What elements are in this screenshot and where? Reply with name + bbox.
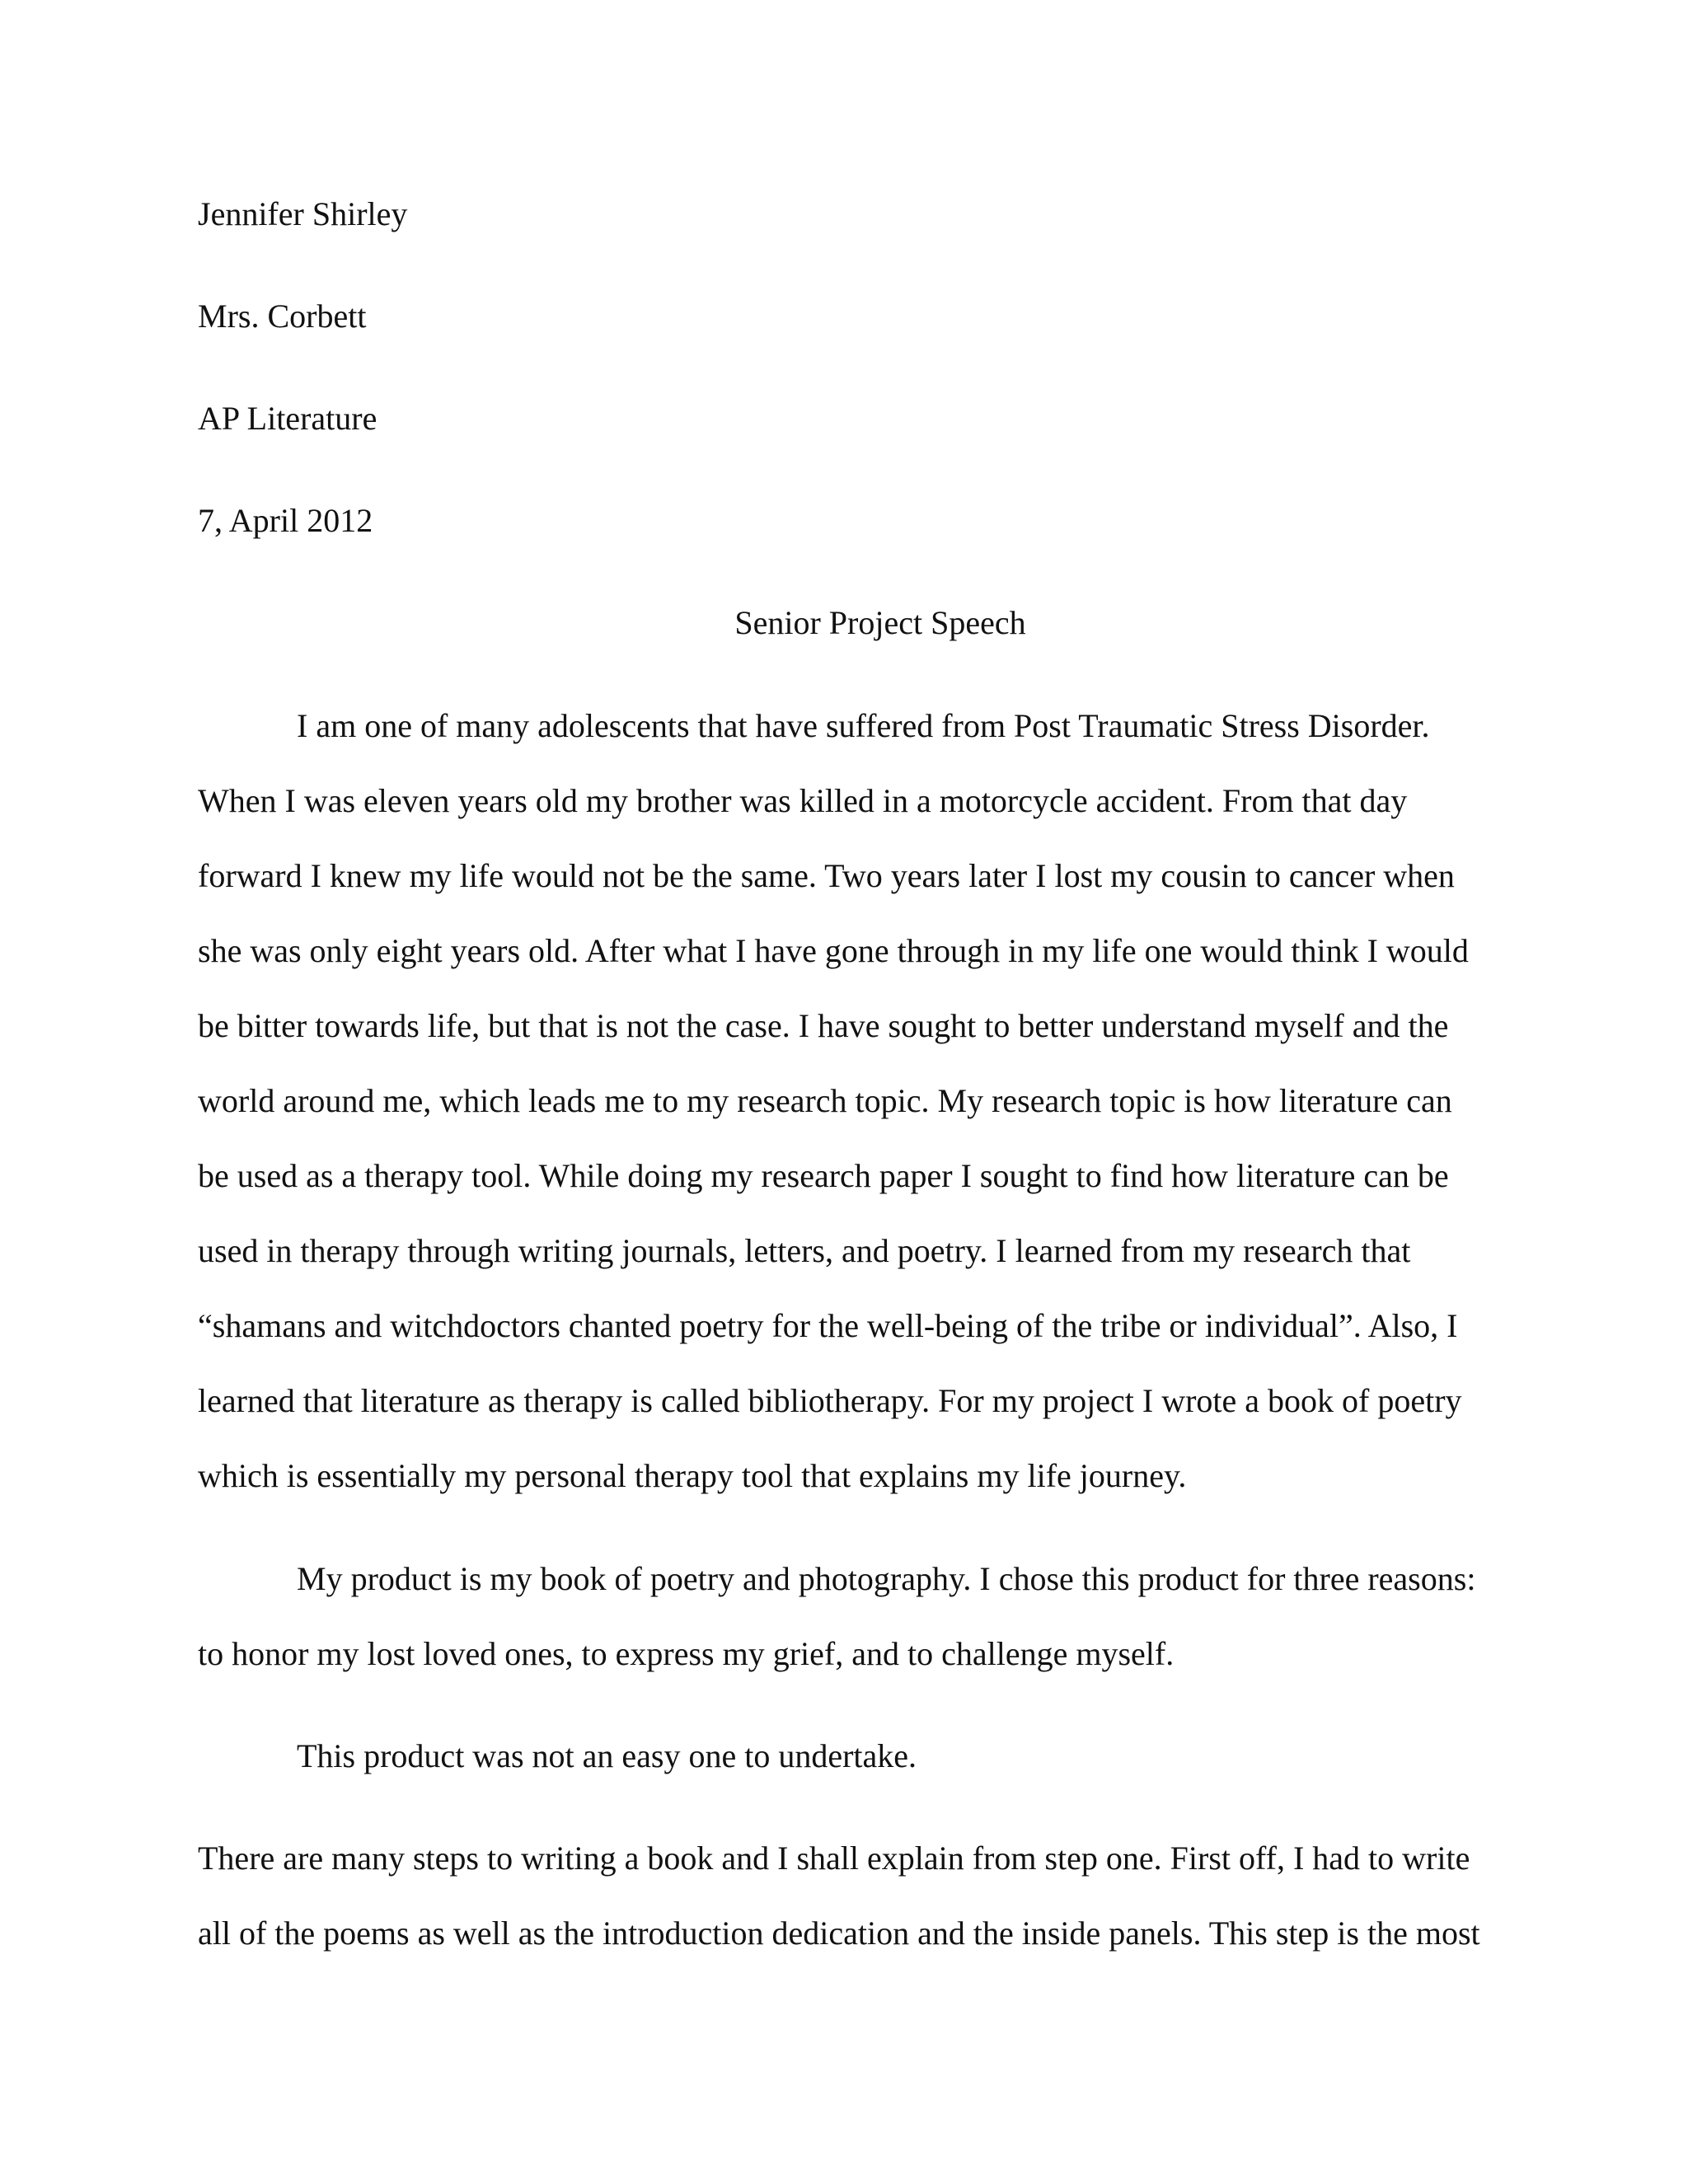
paragraph-line: used in therapy through writing journals, letters, and poetry. I learned from my research that (198, 1232, 1411, 1269)
paragraph-line: all of the poems as well as the introduction dedication and the inside panels. This step is the most (198, 1915, 1480, 1952)
document-title: Senior Project Speech (734, 604, 1026, 641)
paragraph-line: she was only eight years old. After what I have gone through in my life one would think I would (198, 932, 1469, 969)
document-date: 7, April 2012 (198, 502, 373, 539)
teacher-name: Mrs. Corbett (198, 298, 367, 335)
paragraph-line: This product was not an easy one to undertake. (297, 1737, 917, 1774)
paragraph-line: to honor my lost loved ones, to express my grief, and to challenge myself. (198, 1635, 1175, 1672)
paragraph-line: I am one of many adolescents that have suffered from Post Traumatic Stress Disorder. (297, 707, 1430, 744)
course-name: AP Literature (198, 400, 377, 437)
paragraph-line: learned that literature as therapy is called bibliotherapy. For my project I wrote a book of poetry (198, 1382, 1462, 1419)
paragraph-line: “shamans and witchdoctors chanted poetry for the well-being of the tribe or individual”. Also, I (198, 1307, 1458, 1344)
paragraph-line: My product is my book of poetry and photography. I chose this product for three reasons: (297, 1560, 1476, 1597)
paragraph-line: be used as a therapy tool. While doing my research paper I sought to find how literature can be (198, 1157, 1449, 1194)
student-name: Jennifer Shirley (198, 195, 408, 232)
paragraph-line: world around me, which leads me to my research topic. My research topic is how literature can (198, 1082, 1452, 1119)
paragraph-line: forward I knew my life would not be the same. Two years later I lost my cousin to cancer when (198, 857, 1455, 894)
paragraph-line: be bitter towards life, but that is not the case. I have sought to better understand myself and the (198, 1007, 1449, 1044)
paragraph-line: When I was eleven years old my brother was killed in a motorcycle accident. From that day (198, 782, 1408, 819)
paragraph-line: which is essentially my personal therapy tool that explains my life journey. (198, 1457, 1187, 1494)
paragraph-line: There are many steps to writing a book and I shall explain from step one. First off, I had to write (198, 1840, 1470, 1877)
